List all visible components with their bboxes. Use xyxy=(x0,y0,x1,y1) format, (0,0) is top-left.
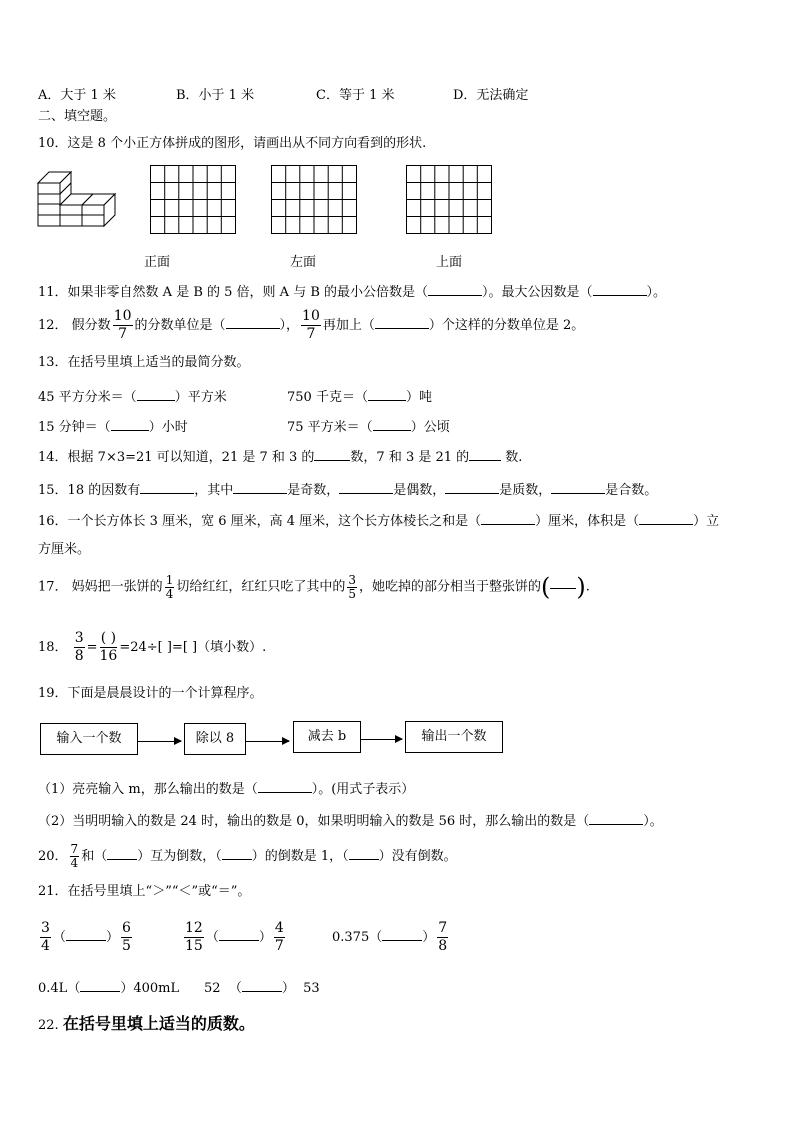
q13-r1a: 45 平方分米＝（ ）平方米 xyxy=(38,390,227,405)
q19-blank-2[interactable] xyxy=(589,812,643,825)
q15-blank-1[interactable] xyxy=(140,481,194,494)
front-view-grid[interactable] xyxy=(150,165,237,235)
q20-blank-3[interactable] xyxy=(349,847,379,860)
q20-blank-2[interactable] xyxy=(222,847,252,860)
q15-blank-3[interactable] xyxy=(339,481,393,494)
flow-arrow-2 xyxy=(245,741,289,742)
q19-blank-1[interactable] xyxy=(258,780,312,793)
q11-blank-gcd[interactable] xyxy=(593,283,647,296)
q21-compare-2: $\frac{12}{15}$ （ ） $\frac{4}{7}$ xyxy=(185,920,284,954)
q17-fraction-2: $\frac{3}{5}$ xyxy=(348,572,356,601)
option-d: D．无法确定 xyxy=(453,88,529,103)
q19-sub-2: （2）当明明输入的数是 24 时，输出的数是 0，如果明明输入的数是 56 时，那么输出的数是（ ）。 xyxy=(38,814,663,829)
q21-blank-5[interactable] xyxy=(242,979,282,992)
q13-blank-4[interactable] xyxy=(373,418,411,431)
top-label: 上面 xyxy=(436,255,463,270)
q13-text: 13．在括号里填上适当的最简分数。 xyxy=(38,355,250,370)
q16-line-1: 16．一个长方体长 3 厘米，宽 6 厘米，高 4 厘米，这个长方体棱长之和是（ ）厘米，体积是（ ）立 xyxy=(38,514,720,529)
q16-blank-1[interactable] xyxy=(481,512,535,525)
q21-blank-4[interactable] xyxy=(80,979,120,992)
q11-text-3: ）。 xyxy=(646,285,667,300)
q21-blank-3[interactable] xyxy=(382,928,422,941)
q21-compare-4: 0.4L（ ）400mL xyxy=(38,981,180,996)
flow-box-divide: 除以 8 xyxy=(184,723,246,755)
q15: 15．18 的因数有 ，其中 是奇数， 是偶数， 是质数， 是合数。 xyxy=(38,483,658,498)
q17: 17． 妈妈把一张饼的 $\frac{1}{4}$ 切给红红，红红只吃了其中的 $\frac{3}{5}$ ，她吃掉的部分相当于整张饼的( ). xyxy=(38,572,590,601)
q19-text: 19．下面是晨晨设计的一个计算程序。 xyxy=(38,686,263,701)
q14-blank-2[interactable] xyxy=(469,448,501,461)
q17-answer-paren[interactable]: ( ) xyxy=(541,573,586,601)
q12-fraction-2: $\frac{10}{7}$ xyxy=(302,308,320,342)
q20: 20． $\frac{7}{4}$ 和（ ）互为倒数，（ ）的倒数是 1，（ ）没有倒数。 xyxy=(38,842,457,870)
q11-text-2: ）。最大公因数是（ xyxy=(482,285,593,300)
q13-r2b: 75 平方米＝（ ）公顷 xyxy=(287,420,450,435)
q22: 22. 在括号里填上适当的质数。 xyxy=(38,1014,255,1033)
q22-text: 在括号里填上适当的质数。 xyxy=(62,1014,255,1033)
q15-blank-4[interactable] xyxy=(445,481,499,494)
left-label: 左面 xyxy=(290,255,317,270)
flow-arrow-3 xyxy=(360,739,402,740)
q13-r1b: 750 千克＝（ ）吨 xyxy=(287,390,432,405)
flow-box-subtract: 减去 b xyxy=(293,721,361,753)
q18: 18． $\frac{3}{8}$ = $\frac{( )}{16}$ =24÷[ ]=[ ]（填小数）. xyxy=(38,630,267,664)
q12-blank-count[interactable] xyxy=(375,316,429,329)
q15-blank-2[interactable] xyxy=(233,481,287,494)
flow-arrow-1 xyxy=(137,741,181,742)
q13-r2a: 15 分钟＝（ ）小时 xyxy=(38,420,188,435)
cube-figure xyxy=(36,170,118,230)
flow-box-output: 输出一个数 xyxy=(405,721,503,753)
q16-line-2: 方厘米。 xyxy=(38,542,91,557)
q21-blank-2[interactable] xyxy=(219,928,259,941)
q20-blank-1[interactable] xyxy=(107,847,137,860)
q21-compare-5: 52 （ ） 53 xyxy=(204,981,320,996)
q10-text: 10．这是 8 个小正方体拼成的图形，请画出从不同方向看到的形状. xyxy=(38,136,427,151)
left-view-grid[interactable] xyxy=(271,165,358,235)
section-title: 二、填空题。 xyxy=(38,109,117,124)
q12-fraction: $\frac{10}{7}$ xyxy=(113,308,132,342)
q17-fraction-1: $\frac{1}{4}$ xyxy=(165,572,174,601)
q16-blank-2[interactable] xyxy=(639,512,693,525)
q21-text: 21．在括号里填上“＞”“＜”或“＝”。 xyxy=(38,884,251,899)
q14: 14．根据 7×3=21 可以知道，21 是 7 和 3 的 数，7 和 3 是 21 的 数. xyxy=(38,450,523,465)
q13-blank-3[interactable] xyxy=(111,418,149,431)
option-c: C．等于 1 米 xyxy=(316,88,395,103)
q11-text-1: 11．如果非零自然数 A 是 B 的 5 倍，则 A 与 B 的最小公倍数是（ xyxy=(38,285,429,300)
q21-blank-1[interactable] xyxy=(66,928,106,941)
q14-blank-1[interactable] xyxy=(314,448,350,461)
q20-fraction: $\frac{7}{4}$ xyxy=(70,842,79,870)
q15-blank-5[interactable] xyxy=(551,481,605,494)
q18-fraction-1: $\frac{3}{8}$ xyxy=(74,630,84,664)
q11 xyxy=(38,283,666,301)
q12-text-1: 12． 假分数 xyxy=(38,318,111,333)
q12-text-4: 再加上（ xyxy=(322,318,375,333)
q21-compare-3: 0.375（ ） $\frac{7}{8}$ xyxy=(332,920,448,954)
q13-blank-2[interactable] xyxy=(368,388,406,401)
q12 xyxy=(38,308,584,343)
q18-fraction-2[interactable]: $\frac{( )}{16}$ xyxy=(99,630,118,664)
q12-text-5: ）个这样的分数单位是 2。 xyxy=(428,318,585,333)
q11-blank-lcm[interactable] xyxy=(428,283,482,296)
q12-text-2: 的分数单位是（ xyxy=(134,318,226,333)
front-label: 正面 xyxy=(144,255,171,270)
top-view-grid[interactable] xyxy=(406,165,493,235)
q19-sub-1: （1）亮亮输入 m，那么输出的数是（ ）。(用式子表示） xyxy=(38,782,415,797)
q13-blank-1[interactable] xyxy=(137,388,175,401)
option-b: B．小于 1 米 xyxy=(176,88,255,103)
option-a: A．大于 1 米 xyxy=(38,88,116,103)
q12-text-3: ）， xyxy=(279,318,300,333)
q12-blank-unit[interactable] xyxy=(226,316,280,329)
flow-box-input: 输入一个数 xyxy=(40,723,138,755)
q21-compare-1: $\frac{3}{4}$ （ ） $\frac{6}{5}$ xyxy=(41,920,131,954)
